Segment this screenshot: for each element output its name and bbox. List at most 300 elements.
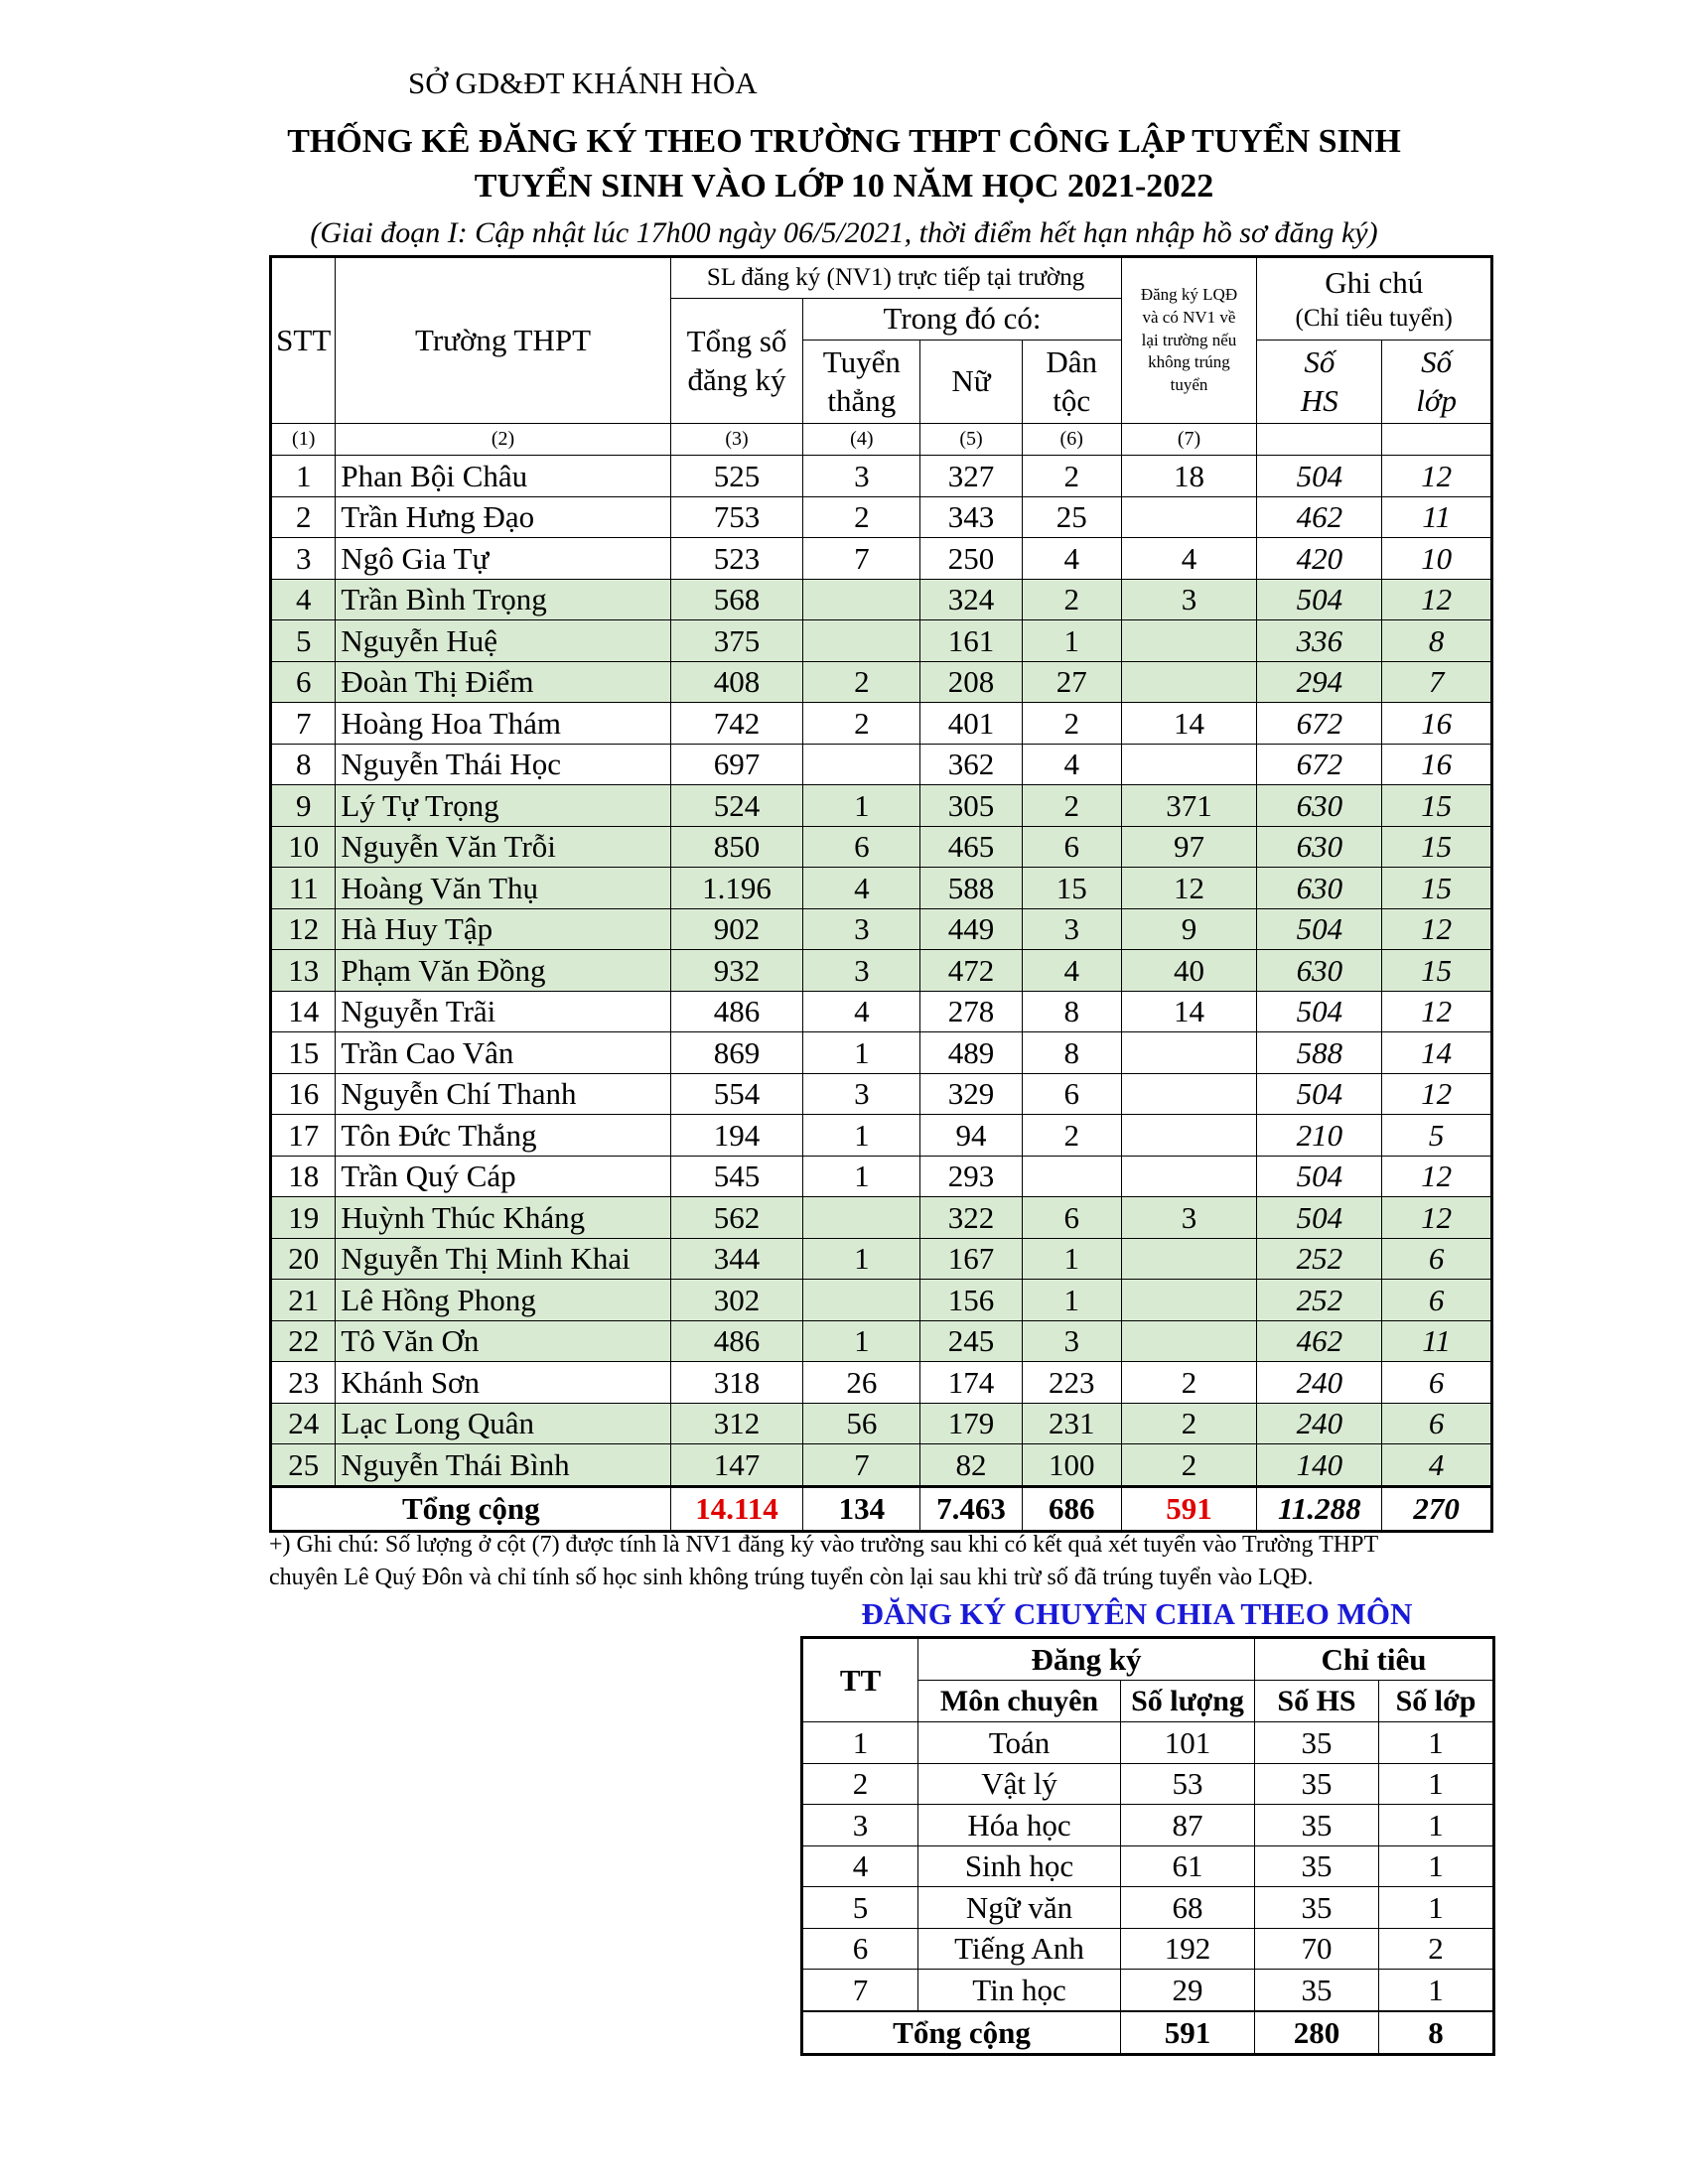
- cell-ethnic: 4: [1022, 538, 1121, 580]
- cell-total: 147: [670, 1444, 803, 1487]
- totals-row: [271, 1486, 1492, 1531]
- table-row: [271, 1280, 1492, 1321]
- cell-quota-classes: 4: [1382, 1444, 1492, 1487]
- cell-ethnic: 2: [1022, 785, 1121, 827]
- col-number: [1257, 424, 1382, 456]
- cell-total: 318: [670, 1362, 803, 1404]
- cell-total: 375: [670, 620, 803, 662]
- header-stt: STT: [271, 257, 336, 424]
- cell-quota-students: 672: [1257, 744, 1382, 785]
- cell-direct: 7: [803, 1444, 920, 1487]
- cell-lqd: 3: [1121, 579, 1257, 620]
- table-row: [271, 456, 1492, 497]
- cell-school: Tô Văn Ơn: [336, 1320, 670, 1362]
- cell-direct: [803, 579, 920, 620]
- cell-quota-classes: 14: [1382, 1032, 1492, 1074]
- subject-row: [802, 1887, 1494, 1929]
- subj-cell-count: 87: [1121, 1805, 1255, 1846]
- cell-lqd: [1121, 496, 1257, 538]
- table-row: [271, 703, 1492, 745]
- table-row: [271, 1320, 1492, 1362]
- cell-total: 562: [670, 1197, 803, 1239]
- cell-lqd: [1121, 1156, 1257, 1197]
- cell-ethnic: 2: [1022, 1115, 1121, 1157]
- cell-school: Nguyễn Thái Học: [336, 744, 670, 785]
- subj-cell-tt: 3: [802, 1805, 918, 1846]
- cell-quota-classes: 12: [1382, 1073, 1492, 1115]
- cell-lqd: [1121, 1073, 1257, 1115]
- cell-direct: 1: [803, 785, 920, 827]
- cell-total: 850: [670, 826, 803, 868]
- cell-school: Nguyễn Chí Thanh: [336, 1073, 670, 1115]
- cell-quota-classes: 16: [1382, 703, 1492, 745]
- subj-cell-classes: 1: [1379, 1805, 1494, 1846]
- cell-quota-students: 504: [1257, 1197, 1382, 1239]
- cell-quota-classes: 12: [1382, 991, 1492, 1032]
- cell-total: 486: [670, 991, 803, 1032]
- subj-header-count: Số lượng: [1121, 1681, 1255, 1722]
- cell-ethnic: 27: [1022, 661, 1121, 703]
- header-direct-registration: SL đăng ký (NV1) trực tiếp tại trường: [670, 257, 1121, 299]
- cell-total: 697: [670, 744, 803, 785]
- cell-school: Hoàng Văn Thụ: [336, 868, 670, 909]
- cell-female: 472: [920, 950, 1023, 992]
- cell-quota-students: 240: [1257, 1403, 1382, 1444]
- table-row: [271, 1032, 1492, 1074]
- table-row: [271, 1115, 1492, 1157]
- cell-female: 465: [920, 826, 1023, 868]
- cell-total: 525: [670, 456, 803, 497]
- table-row: [271, 1444, 1492, 1487]
- cell-quota-students: 210: [1257, 1115, 1382, 1157]
- table-row: [271, 1403, 1492, 1444]
- col-number: (6): [1022, 424, 1121, 456]
- cell-quota-classes: 7: [1382, 661, 1492, 703]
- subj-cell-students: 35: [1255, 1763, 1379, 1805]
- header-quota-students: Số HS: [1257, 341, 1382, 424]
- cell-quota-students: 630: [1257, 950, 1382, 992]
- cell-quota-students: 504: [1257, 456, 1382, 497]
- cell-female: 401: [920, 703, 1023, 745]
- cell-direct: 2: [803, 496, 920, 538]
- subj-cell-students: 35: [1255, 1805, 1379, 1846]
- cell-direct: 1: [803, 1238, 920, 1280]
- cell-total: 312: [670, 1403, 803, 1444]
- page-title-line2: TUYỂN SINH VÀO LỚP 10 NĂM HỌC 2021-2022: [474, 168, 1214, 205]
- subj-header-students: Số HS: [1255, 1681, 1379, 1722]
- cell-lqd: 371: [1121, 785, 1257, 827]
- cell-quota-students: 630: [1257, 826, 1382, 868]
- cell-stt: 10: [271, 826, 336, 868]
- cell-school: Nguyễn Thái Bình: [336, 1444, 670, 1487]
- table-row: [271, 908, 1492, 950]
- cell-school: Lạc Long Quân: [336, 1403, 670, 1444]
- cell-direct: 3: [803, 456, 920, 497]
- subject-row: [802, 1845, 1494, 1887]
- cell-ethnic: 1: [1022, 1280, 1121, 1321]
- cell-stt: 19: [271, 1197, 336, 1239]
- subj-cell-count: 61: [1121, 1845, 1255, 1887]
- cell-lqd: [1121, 661, 1257, 703]
- cell-stt: 9: [271, 785, 336, 827]
- subj-totals-count: 591: [1121, 2011, 1255, 2055]
- cell-quota-classes: 15: [1382, 785, 1492, 827]
- cell-ethnic: 6: [1022, 1197, 1121, 1239]
- subj-cell-tt: 4: [802, 1845, 918, 1887]
- footnote-line1: +) Ghi chú: Số lượng ở cột (7) được tính là NV1 đăng ký vào trường sau khi có kết quả xét tuyển vào Trường THPT: [269, 1532, 1379, 1558]
- cell-lqd: 2: [1121, 1362, 1257, 1404]
- totals-total: 14.114: [670, 1486, 803, 1531]
- cell-stt: 12: [271, 908, 336, 950]
- subject-row: [802, 1970, 1494, 2011]
- cell-female: 362: [920, 744, 1023, 785]
- header-of-which: Trong đó có:: [803, 299, 1121, 341]
- cell-quota-classes: 5: [1382, 1115, 1492, 1157]
- cell-female: 156: [920, 1280, 1023, 1321]
- cell-female: 208: [920, 661, 1023, 703]
- col-number: (2): [336, 424, 670, 456]
- cell-school: Trần Bình Trọng: [336, 579, 670, 620]
- cell-ethnic: 3: [1022, 1320, 1121, 1362]
- cell-lqd: [1121, 744, 1257, 785]
- cell-stt: 11: [271, 868, 336, 909]
- cell-ethnic: 223: [1022, 1362, 1121, 1404]
- cell-ethnic: 100: [1022, 1444, 1121, 1487]
- subj-cell-subject: Tin học: [918, 1970, 1121, 2011]
- cell-quota-students: 504: [1257, 1156, 1382, 1197]
- cell-female: 82: [920, 1444, 1023, 1487]
- cell-quota-classes: 15: [1382, 868, 1492, 909]
- cell-school: Nguyễn Trãi: [336, 991, 670, 1032]
- cell-female: 278: [920, 991, 1023, 1032]
- cell-lqd: [1121, 620, 1257, 662]
- totals-ethnic: 686: [1022, 1486, 1121, 1531]
- cell-stt: 22: [271, 1320, 336, 1362]
- table-row: [271, 1197, 1492, 1239]
- subj-cell-subject: Vật lý: [918, 1763, 1121, 1805]
- table-row: [271, 579, 1492, 620]
- cell-lqd: 2: [1121, 1444, 1257, 1487]
- cell-quota-classes: 11: [1382, 496, 1492, 538]
- cell-total: 742: [670, 703, 803, 745]
- cell-quota-classes: 12: [1382, 1197, 1492, 1239]
- cell-quota-students: 630: [1257, 785, 1382, 827]
- cell-stt: 7: [271, 703, 336, 745]
- cell-direct: 6: [803, 826, 920, 868]
- cell-quota-classes: 6: [1382, 1403, 1492, 1444]
- cell-total: 486: [670, 1320, 803, 1362]
- subj-cell-students: 35: [1255, 1722, 1379, 1764]
- totals-direct: 134: [803, 1486, 920, 1531]
- cell-direct: 26: [803, 1362, 920, 1404]
- org-name: SỞ GD&ĐT KHÁNH HÒA: [408, 66, 758, 100]
- subj-cell-count: 192: [1121, 1928, 1255, 1970]
- cell-school: Lý Tự Trọng: [336, 785, 670, 827]
- cell-stt: 20: [271, 1238, 336, 1280]
- cell-stt: 3: [271, 538, 336, 580]
- subj-cell-tt: 6: [802, 1928, 918, 1970]
- subj-header-subject: Môn chuyên: [918, 1681, 1121, 1722]
- table-row: [271, 826, 1492, 868]
- header-direct-admission: Tuyển thẳng: [803, 341, 920, 424]
- cell-direct: 1: [803, 1115, 920, 1157]
- cell-direct: [803, 744, 920, 785]
- cell-ethnic: 4: [1022, 950, 1121, 992]
- cell-total: 524: [670, 785, 803, 827]
- subj-cell-classes: 1: [1379, 1763, 1494, 1805]
- subj-cell-tt: 5: [802, 1887, 918, 1929]
- cell-female: 94: [920, 1115, 1023, 1157]
- subj-cell-subject: Sinh học: [918, 1845, 1121, 1887]
- subject-row: [802, 1928, 1494, 1970]
- subject-row: [802, 1763, 1494, 1805]
- cell-ethnic: 2: [1022, 579, 1121, 620]
- cell-ethnic: 2: [1022, 456, 1121, 497]
- cell-ethnic: 231: [1022, 1403, 1121, 1444]
- totals-label: Tổng cộng: [271, 1486, 671, 1531]
- cell-direct: 56: [803, 1403, 920, 1444]
- subj-cell-count: 68: [1121, 1887, 1255, 1929]
- cell-direct: 3: [803, 1073, 920, 1115]
- subject-table: [800, 1636, 1495, 2056]
- header-note: Ghi chú (Chỉ tiêu tuyển): [1257, 257, 1492, 341]
- cell-total: 545: [670, 1156, 803, 1197]
- subj-cell-classes: 2: [1379, 1928, 1494, 1970]
- table-row: [271, 744, 1492, 785]
- table-row: [271, 1073, 1492, 1115]
- subject-row: [802, 1805, 1494, 1846]
- subj-cell-classes: 1: [1379, 1845, 1494, 1887]
- cell-lqd: [1121, 1320, 1257, 1362]
- cell-direct: 1: [803, 1032, 920, 1074]
- table-row: [271, 620, 1492, 662]
- cell-quota-classes: 12: [1382, 579, 1492, 620]
- header-lqd: Đăng ký LQĐ và có NV1 về lại trường nếu không trúng tuyển: [1121, 257, 1257, 424]
- table-row: [271, 1156, 1492, 1197]
- subj-cell-classes: 1: [1379, 1722, 1494, 1764]
- cell-total: 554: [670, 1073, 803, 1115]
- header-female: Nữ: [920, 341, 1023, 424]
- table-row: [271, 950, 1492, 992]
- cell-ethnic: 8: [1022, 991, 1121, 1032]
- cell-lqd: [1121, 1238, 1257, 1280]
- cell-school: Hà Huy Tập: [336, 908, 670, 950]
- cell-female: 167: [920, 1238, 1023, 1280]
- subj-totals-label: Tổng cộng: [802, 2011, 1121, 2055]
- cell-ethnic: 25: [1022, 496, 1121, 538]
- cell-school: Tôn Đức Thắng: [336, 1115, 670, 1157]
- subj-cell-students: 35: [1255, 1887, 1379, 1929]
- cell-stt: 17: [271, 1115, 336, 1157]
- cell-lqd: 3: [1121, 1197, 1257, 1239]
- subj-cell-tt: 2: [802, 1763, 918, 1805]
- header-total: Tổng số đăng ký: [670, 299, 803, 424]
- cell-quota-students: 420: [1257, 538, 1382, 580]
- subject-row: [802, 1722, 1494, 1764]
- subj-cell-tt: 1: [802, 1722, 918, 1764]
- cell-quota-students: 462: [1257, 1320, 1382, 1362]
- cell-school: Khánh Sơn: [336, 1362, 670, 1404]
- subj-header-tt: TT: [802, 1638, 918, 1722]
- cell-quota-students: 240: [1257, 1362, 1382, 1404]
- page-subtitle: (Giai đoạn I: Cập nhật lúc 17h00 ngày 06/5/2021, thời điểm hết hạn nhập hồ sơ đăng ký): [310, 216, 1378, 249]
- cell-stt: 2: [271, 496, 336, 538]
- cell-quota-classes: 6: [1382, 1238, 1492, 1280]
- table-row: [271, 785, 1492, 827]
- col-number: (3): [670, 424, 803, 456]
- cell-quota-classes: 15: [1382, 826, 1492, 868]
- totals-female: 7.463: [920, 1486, 1023, 1531]
- col-number: (1): [271, 424, 336, 456]
- subj-cell-students: 35: [1255, 1970, 1379, 2011]
- cell-quota-classes: 12: [1382, 908, 1492, 950]
- subj-cell-tt: 7: [802, 1970, 918, 2011]
- cell-direct: 1: [803, 1320, 920, 1362]
- cell-stt: 4: [271, 579, 336, 620]
- cell-direct: 3: [803, 950, 920, 992]
- cell-total: 194: [670, 1115, 803, 1157]
- cell-stt: 18: [271, 1156, 336, 1197]
- totals-classes: 270: [1382, 1486, 1492, 1531]
- cell-total: 869: [670, 1032, 803, 1074]
- cell-stt: 13: [271, 950, 336, 992]
- cell-school: Nguyễn Văn Trỗi: [336, 826, 670, 868]
- cell-direct: 4: [803, 991, 920, 1032]
- col-number: [1382, 424, 1492, 456]
- cell-direct: [803, 1197, 920, 1239]
- page-title-line1: THỐNG KÊ ĐĂNG KÝ THEO TRƯỜNG THPT CÔNG LẬP TUYỂN SINH: [287, 123, 1401, 160]
- subj-cell-subject: Toán: [918, 1722, 1121, 1764]
- cell-direct: [803, 620, 920, 662]
- cell-total: 344: [670, 1238, 803, 1280]
- cell-school: Ngô Gia Tự: [336, 538, 670, 580]
- subj-cell-students: 70: [1255, 1928, 1379, 1970]
- cell-stt: 23: [271, 1362, 336, 1404]
- cell-lqd: 2: [1121, 1403, 1257, 1444]
- registration-table: [269, 255, 1493, 1533]
- cell-quota-students: 504: [1257, 991, 1382, 1032]
- table-row: [271, 1362, 1492, 1404]
- cell-quota-students: 336: [1257, 620, 1382, 662]
- cell-female: 489: [920, 1032, 1023, 1074]
- cell-lqd: [1121, 1115, 1257, 1157]
- cell-quota-students: 504: [1257, 1073, 1382, 1115]
- cell-female: 343: [920, 496, 1023, 538]
- cell-school: Trần Cao Vân: [336, 1032, 670, 1074]
- cell-lqd: [1121, 1032, 1257, 1074]
- cell-direct: 2: [803, 661, 920, 703]
- cell-female: 327: [920, 456, 1023, 497]
- col-number: (7): [1121, 424, 1257, 456]
- cell-school: Huỳnh Thúc Kháng: [336, 1197, 670, 1239]
- cell-ethnic: 8: [1022, 1032, 1121, 1074]
- table-row: [271, 1238, 1492, 1280]
- cell-stt: 25: [271, 1444, 336, 1487]
- cell-direct: [803, 1280, 920, 1321]
- cell-female: 245: [920, 1320, 1023, 1362]
- cell-school: Đoàn Thị Điểm: [336, 661, 670, 703]
- cell-quota-classes: 10: [1382, 538, 1492, 580]
- cell-stt: 14: [271, 991, 336, 1032]
- cell-quota-students: 672: [1257, 703, 1382, 745]
- cell-school: Lê Hồng Phong: [336, 1280, 670, 1321]
- cell-quota-classes: 6: [1382, 1362, 1492, 1404]
- cell-school: Nguyễn Huệ: [336, 620, 670, 662]
- subj-header-classes: Số lớp: [1379, 1681, 1494, 1722]
- subj-cell-subject: Hóa học: [918, 1805, 1121, 1846]
- cell-lqd: 14: [1121, 991, 1257, 1032]
- cell-female: 324: [920, 579, 1023, 620]
- col-number: (4): [803, 424, 920, 456]
- table-row: [271, 538, 1492, 580]
- cell-quota-classes: 8: [1382, 620, 1492, 662]
- cell-quota-classes: 15: [1382, 950, 1492, 992]
- cell-stt: 15: [271, 1032, 336, 1074]
- subj-cell-students: 35: [1255, 1845, 1379, 1887]
- totals-lqd: 591: [1121, 1486, 1257, 1531]
- footnote-line2: chuyên Lê Quý Đôn và chỉ tính số học sinh không trúng tuyển còn lại sau khi trừ số đã trúng tuyển vào LQĐ.: [269, 1565, 1314, 1591]
- cell-female: 329: [920, 1073, 1023, 1115]
- cell-total: 753: [670, 496, 803, 538]
- cell-school: Trần Quý Cáp: [336, 1156, 670, 1197]
- footnote: [269, 1529, 1500, 1594]
- subj-cell-classes: 1: [1379, 1887, 1494, 1929]
- cell-direct: 3: [803, 908, 920, 950]
- cell-female: 322: [920, 1197, 1023, 1239]
- subj-cell-count: 29: [1121, 1970, 1255, 2011]
- cell-school: Phạm Văn Đồng: [336, 950, 670, 992]
- cell-ethnic: 6: [1022, 826, 1121, 868]
- cell-quota-students: 630: [1257, 868, 1382, 909]
- cell-female: 449: [920, 908, 1023, 950]
- cell-ethnic: 6: [1022, 1073, 1121, 1115]
- cell-direct: 7: [803, 538, 920, 580]
- cell-stt: 16: [271, 1073, 336, 1115]
- subj-totals-classes: 8: [1379, 2011, 1494, 2055]
- cell-ethnic: 4: [1022, 744, 1121, 785]
- cell-quota-classes: 6: [1382, 1280, 1492, 1321]
- cell-direct: 4: [803, 868, 920, 909]
- cell-stt: 21: [271, 1280, 336, 1321]
- cell-direct: 2: [803, 703, 920, 745]
- cell-lqd: 18: [1121, 456, 1257, 497]
- cell-female: 305: [920, 785, 1023, 827]
- subj-cell-count: 53: [1121, 1763, 1255, 1805]
- cell-female: 161: [920, 620, 1023, 662]
- subj-cell-subject: Ngữ văn: [918, 1887, 1121, 1929]
- cell-quota-students: 588: [1257, 1032, 1382, 1074]
- table-row: [271, 496, 1492, 538]
- cell-total: 408: [670, 661, 803, 703]
- cell-lqd: 97: [1121, 826, 1257, 868]
- table-row: [271, 991, 1492, 1032]
- cell-total: 902: [670, 908, 803, 950]
- cell-quota-classes: 12: [1382, 456, 1492, 497]
- header-quota-classes: Số lớp: [1382, 341, 1492, 424]
- cell-quota-students: 252: [1257, 1280, 1382, 1321]
- cell-ethnic: [1022, 1156, 1121, 1197]
- cell-total: 302: [670, 1280, 803, 1321]
- cell-lqd: 40: [1121, 950, 1257, 992]
- cell-ethnic: 2: [1022, 703, 1121, 745]
- cell-total: 1.196: [670, 868, 803, 909]
- col-number: (5): [920, 424, 1023, 456]
- cell-stt: 1: [271, 456, 336, 497]
- subj-totals-students: 280: [1255, 2011, 1379, 2055]
- cell-ethnic: 15: [1022, 868, 1121, 909]
- cell-female: 588: [920, 868, 1023, 909]
- cell-school: Nguyễn Thị Minh Khai: [336, 1238, 670, 1280]
